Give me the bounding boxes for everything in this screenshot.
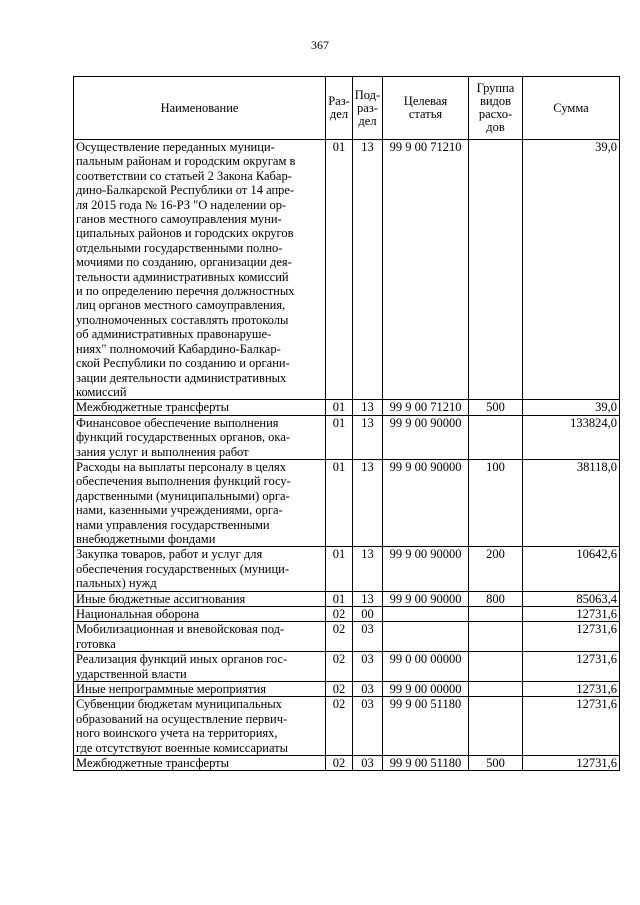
- header-podrazdel: Под- раз- дел: [353, 77, 383, 140]
- cell-podrazdel: 13: [353, 400, 383, 415]
- cell-group: [469, 652, 523, 682]
- cell-razdel: 02: [326, 622, 353, 652]
- cell-target: 99 0 00 00000: [383, 652, 469, 682]
- cell-name: Закупка товаров, работ и услуг для обеспечения государственных (муници- пальных) нужд: [74, 547, 326, 591]
- cell-target: 99 9 00 90000: [383, 415, 469, 459]
- cell-target: [383, 607, 469, 622]
- cell-target: 99 9 00 90000: [383, 459, 469, 546]
- cell-podrazdel: 00: [353, 607, 383, 622]
- cell-group: [469, 622, 523, 652]
- cell-razdel: 01: [326, 415, 353, 459]
- cell-podrazdel: 13: [353, 591, 383, 606]
- cell-group: 100: [469, 459, 523, 546]
- page-number: 367: [311, 38, 329, 52]
- cell-sum: 12731,6: [523, 682, 620, 697]
- table-row: [74, 697, 620, 756]
- cell-target: 99 9 00 90000: [383, 547, 469, 591]
- cell-name: Осуществление переданных муници- пальным районам и городским округам в соответствии со статьей 2 Закона Кабар- дино-Балкарской Республики от 14 апре- ля 2015 года № 16-РЗ "О наделении ор- ганов местного самоуправления муни- ципальных районов и городских округов отдельными государственными полно- мочиями по созданию, организации дея- тельности административных комиссий и по определению перечня должностных лиц органов местного самоуправления, уполномоченных составлять протоколы об административных правонаруше- ниях" полномочий Кабардино-Балкар- ской Республики по созданию и органи- зации деятельности административных комиссий: [74, 140, 326, 400]
- header-razdel: Раз- дел: [326, 77, 353, 140]
- cell-name: Финансовое обеспечение выполнения функций государственных органов, ока- зания услуг и выполнения работ: [74, 415, 326, 459]
- table-row: [74, 415, 620, 459]
- cell-podrazdel: 03: [353, 622, 383, 652]
- cell-sum: 12731,6: [523, 607, 620, 622]
- cell-sum: 39,0: [523, 140, 620, 400]
- cell-name: Межбюджетные трансферты: [74, 400, 326, 415]
- header-name: Наименование: [74, 77, 326, 140]
- table-row: [74, 756, 620, 771]
- cell-razdel: 01: [326, 547, 353, 591]
- cell-group: 500: [469, 400, 523, 415]
- cell-razdel: 01: [326, 140, 353, 400]
- cell-sum: 12731,6: [523, 652, 620, 682]
- table-row: [74, 622, 620, 652]
- cell-sum: 10642,6: [523, 547, 620, 591]
- table-header-row: [74, 77, 620, 140]
- cell-podrazdel: 13: [353, 140, 383, 400]
- cell-target: 99 9 00 51180: [383, 697, 469, 756]
- cell-name: Межбюджетные трансферты: [74, 756, 326, 771]
- cell-target: 99 9 00 51180: [383, 756, 469, 771]
- cell-name: Иные бюджетные ассигнования: [74, 591, 326, 606]
- cell-name: Национальная оборона: [74, 607, 326, 622]
- cell-razdel: 02: [326, 697, 353, 756]
- cell-group: 500: [469, 756, 523, 771]
- cell-name: Мобилизационная и вневойсковая под- готовка: [74, 622, 326, 652]
- cell-podrazdel: 03: [353, 682, 383, 697]
- table-row: [74, 682, 620, 697]
- cell-name: Иные непрограммные мероприятия: [74, 682, 326, 697]
- header-sum: Сумма: [523, 77, 620, 140]
- cell-sum: 12731,6: [523, 697, 620, 756]
- cell-podrazdel: 13: [353, 415, 383, 459]
- cell-target: 99 9 00 90000: [383, 591, 469, 606]
- cell-sum: 38118,0: [523, 459, 620, 546]
- cell-group: [469, 140, 523, 400]
- table-row: [74, 607, 620, 622]
- header-group: Группа видов расхо- дов: [469, 77, 523, 140]
- cell-group: [469, 682, 523, 697]
- cell-target: 99 9 00 71210: [383, 400, 469, 415]
- cell-sum: 85063,4: [523, 591, 620, 606]
- cell-group: [469, 607, 523, 622]
- budget-table: [73, 76, 620, 771]
- cell-group: 800: [469, 591, 523, 606]
- table-row: [74, 400, 620, 415]
- table-row: [74, 459, 620, 546]
- header-target: Целевая статья: [383, 77, 469, 140]
- cell-sum: 39,0: [523, 400, 620, 415]
- cell-podrazdel: 13: [353, 547, 383, 591]
- cell-razdel: 01: [326, 591, 353, 606]
- cell-razdel: 02: [326, 652, 353, 682]
- table-row: [74, 591, 620, 606]
- cell-razdel: 02: [326, 756, 353, 771]
- cell-razdel: 02: [326, 682, 353, 697]
- cell-podrazdel: 03: [353, 652, 383, 682]
- cell-target: 99 9 00 71210: [383, 140, 469, 400]
- cell-target: 99 9 00 00000: [383, 682, 469, 697]
- cell-podrazdel: 13: [353, 459, 383, 546]
- cell-podrazdel: 03: [353, 756, 383, 771]
- cell-name: Расходы на выплаты персоналу в целях обеспечения выполнения функций госу- дарственными (муниципальными) орга- нами, казенными учреждениями, орга- нами управления государственными внебюджетными фондами: [74, 459, 326, 546]
- cell-group: 200: [469, 547, 523, 591]
- table-row: [74, 547, 620, 591]
- cell-razdel: 01: [326, 459, 353, 546]
- cell-group: [469, 697, 523, 756]
- cell-razdel: 02: [326, 607, 353, 622]
- cell-name: Субвенции бюджетам муниципальных образований на осуществление первич- ного воинского учета на территориях, где отсутствуют военные комиссариаты: [74, 697, 326, 756]
- cell-sum: 12731,6: [523, 622, 620, 652]
- cell-target: [383, 622, 469, 652]
- cell-group: [469, 415, 523, 459]
- cell-podrazdel: 03: [353, 697, 383, 756]
- cell-sum: 133824,0: [523, 415, 620, 459]
- table-row: [74, 652, 620, 682]
- cell-name: Реализация функций иных органов гос- ударственной власти: [74, 652, 326, 682]
- cell-razdel: 01: [326, 400, 353, 415]
- table-row: [74, 140, 620, 400]
- cell-sum: 12731,6: [523, 756, 620, 771]
